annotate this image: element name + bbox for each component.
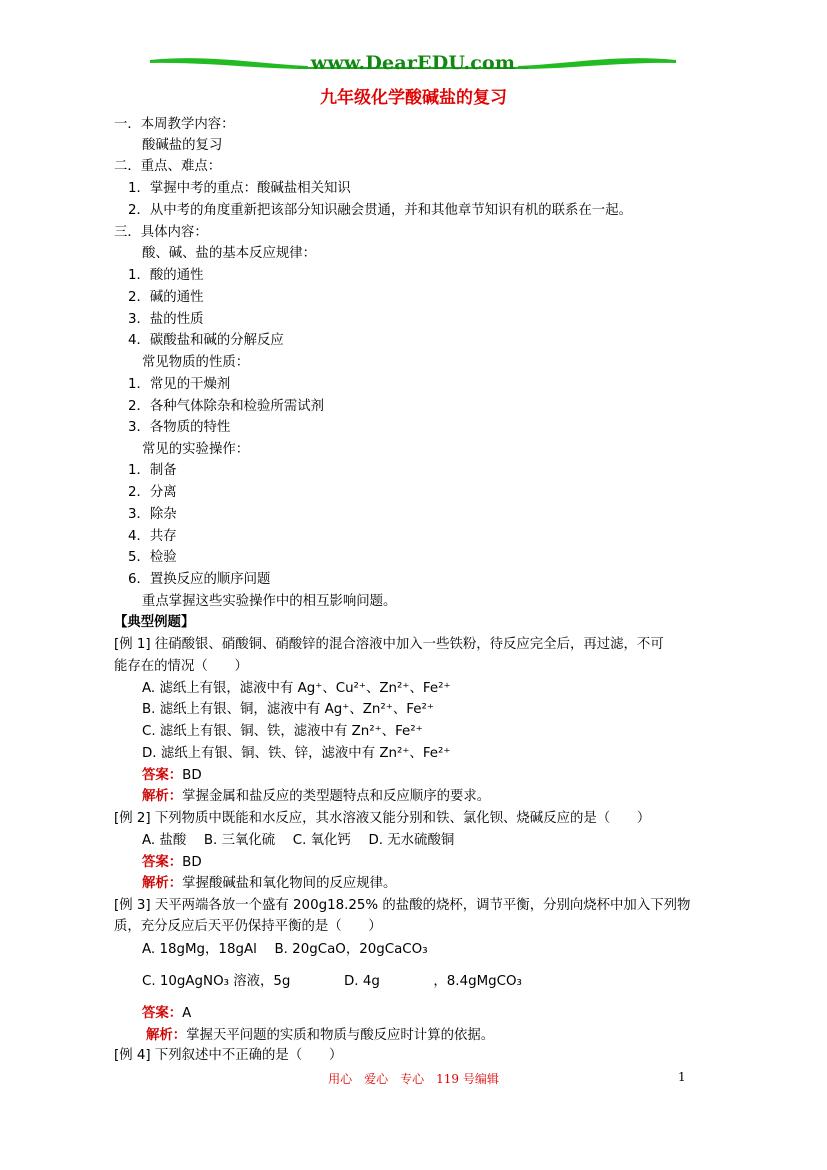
list-item: 2．从中考的角度重新把该部分知识融会贯通，并和其他章节知识有机的联系在一起。 <box>128 203 632 218</box>
question-text: [例 4] 下列叙述中不正确的是（ ） <box>114 1048 343 1063</box>
list-item: 2．碱的通性 <box>128 290 204 305</box>
list-item: 1．酸的通性 <box>128 268 204 283</box>
option-b: B. 滤纸上有银、铜，滤液中有 Ag⁺、Zn²⁺、Fe²⁺ <box>142 702 434 717</box>
examples-heading: 【典型例题】 <box>114 615 195 630</box>
answer-value: BD <box>182 855 202 870</box>
list-item: 3．盐的性质 <box>128 312 204 327</box>
answer-value: A <box>182 1006 192 1021</box>
option-d: D. 滤纸上有银、铜、铁、锌，滤液中有 Zn²⁺、Fe²⁺ <box>142 746 451 761</box>
list-item: 5．检验 <box>128 550 177 565</box>
list-item: 2．分离 <box>128 485 177 500</box>
option-c: C. 滤纸上有银、铜、铁，滤液中有 Zn²⁺、Fe²⁺ <box>142 724 423 739</box>
group-heading: 常见物质的性质： <box>142 355 250 370</box>
explanation-label: 解析： <box>142 876 183 891</box>
section-heading: 三．具体内容： <box>114 225 208 240</box>
answer-label: 答案： <box>142 1006 183 1021</box>
options-row: A. 18gMg，18gAl B. 20gCaO，20gCaCO₃ <box>142 942 428 957</box>
options-row: A. 盐酸 B. 三氧化硫 C. 氧化钙 D. 无水硫酸铜 <box>142 833 455 848</box>
list-item: 2．各种气体除杂和检验所需试剂 <box>128 399 324 414</box>
answer-value: BD <box>182 768 202 783</box>
explanation-text: 掌握酸碱盐和氧化物间的反应规律。 <box>182 876 397 891</box>
page-number: 1 <box>678 1070 686 1084</box>
explanation-line <box>142 875 396 893</box>
explanation-label: 解析： <box>142 789 183 804</box>
list-item: 1．常见的干燥剂 <box>128 377 231 392</box>
explanation-text: 掌握天平问题的实质和物质与酸反应时计算的依据。 <box>186 1028 495 1043</box>
group-heading: 酸、碱、盐的基本反应规律： <box>142 246 317 261</box>
answer-label: 答案： <box>142 768 183 783</box>
answer-line <box>142 1005 191 1023</box>
question-text: [例 1] 往硝酸银、硝酸铜、硝酸锌的混合溶液中加入一些铁粉，待反应完全后，再过滤，不可 <box>114 637 664 652</box>
list-item: 4．碳酸盐和碱的分解反应 <box>128 333 284 348</box>
list-item: 6．置换反应的顺序问题 <box>128 572 271 587</box>
footer-text: 用心 爱心 专心 119 号编辑 <box>328 1072 499 1086</box>
list-item: 1．制备 <box>128 463 177 478</box>
question-text: 能存在的情况（ ） <box>114 659 248 674</box>
section-heading: 一．本周教学内容： <box>114 117 235 132</box>
site-url: www.DearEDU.com <box>310 52 516 74</box>
note-text: 重点掌握这些实验操作中的相互影响问题。 <box>142 594 397 609</box>
list-item: 3．除杂 <box>128 507 177 522</box>
explanation-line <box>142 788 490 806</box>
question-text: [例 2] 下列物质中既能和水反应，其水溶液又能分别和铁、氯化钡、烧碱反应的是（ ） <box>114 811 651 826</box>
section-body: 酸碱盐的复习 <box>142 138 223 153</box>
group-heading: 常见的实验操作： <box>142 442 250 457</box>
options-row: C. 10gAgNO₃ 溶液，5g D. 4g ，8.4gMgCO₃ <box>142 974 522 989</box>
list-item: 1．掌握中考的重点：酸碱盐相关知识 <box>128 181 351 196</box>
answer-line <box>142 854 202 872</box>
explanation-line <box>146 1027 494 1045</box>
site-header <box>148 50 678 82</box>
section-heading: 二．重点、难点： <box>114 159 222 174</box>
explanation-text: 掌握金属和盐反应的类型题特点和反应顺序的要求。 <box>182 789 491 804</box>
answer-line <box>142 767 202 785</box>
question-text: [例 3] 天平两端各放一个盛有 200g18.25% 的盐酸的烧杯，调节平衡，分别向烧杯中加入下列物 <box>114 898 691 913</box>
question-text: 质，充分反应后天平仍保持平衡的是（ ） <box>114 919 382 934</box>
document-title: 九年级化学酸碱盐的复习 <box>320 88 507 108</box>
list-item: 4．共存 <box>128 529 177 544</box>
explanation-label: 解析： <box>146 1028 187 1043</box>
answer-label: 答案： <box>142 855 183 870</box>
option-a: A. 滤纸上有银，滤液中有 Ag⁺、Cu²⁺、Zn²⁺、Fe²⁺ <box>142 681 451 696</box>
list-item: 3．各物质的特性 <box>128 420 231 435</box>
